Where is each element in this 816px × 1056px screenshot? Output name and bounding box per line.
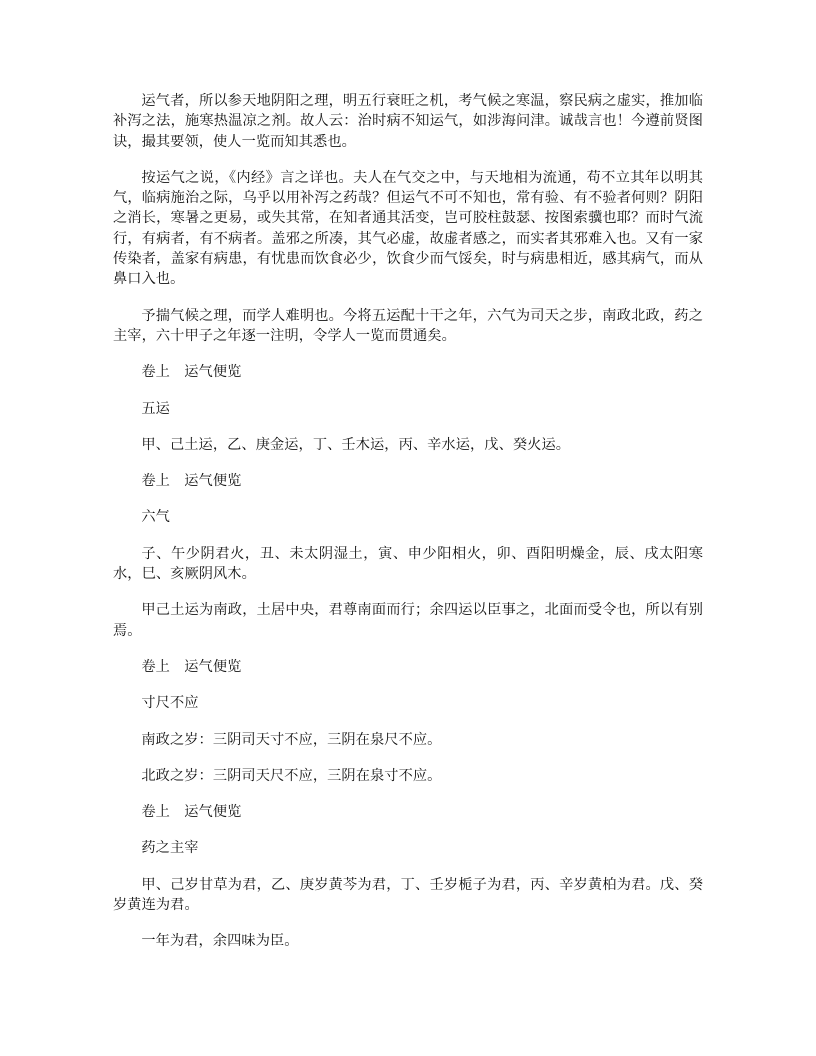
subsection-title: 六气 bbox=[141, 509, 170, 526]
subsection-title: 寸尺不应 bbox=[141, 695, 199, 712]
intro-paragraph: 运气者，所以参天地阴阳之理，明五行衰旺之机，考气候之寒温，察民病之虚实，推加临补泻之法，施寒热温凉之剂。故人云：治时病不知运气，如涉海问津。诚哉言也！今遵前贤图诀，撮其要领，使人一览而知其悉也。 bbox=[113, 93, 703, 150]
section-heading: 卷上 运气便览 bbox=[141, 658, 242, 675]
text-paragraph: 甲己土运为南政，土居中央，君尊南面而行；余四运以臣事之，北面而受令也，所以有别焉。 bbox=[113, 602, 703, 639]
purpose-paragraph: 予揣气候之理，而学人难明也。今将五运配十干之年，六气为司天之步，南政北政，药之主宰，六十甲子之年逐一注明，令学人一览而贯通矣。 bbox=[113, 307, 703, 344]
section-heading: 卷上 运气便览 bbox=[141, 804, 242, 821]
text-paragraph: 甲、己岁甘草为君，乙、庚岁黄芩为君，丁、壬岁栀子为君，丙、辛岁黄柏为君。戊、癸岁黄连为君。 bbox=[113, 876, 703, 914]
subsection-title: 药之主宰 bbox=[141, 840, 199, 857]
section-heading: 卷上 运气便览 bbox=[141, 364, 242, 381]
text-paragraph: 南政之岁：三阴司天寸不应，三阴在泉尺不应。 bbox=[141, 731, 442, 748]
text-paragraph: 子、午少阴君火，丑、未太阴湿土，寅、申少阳相火，卯、酉阳明燥金，辰、戌太阳寒水，巳、亥厥阴风木。 bbox=[113, 545, 703, 583]
text-paragraph: 甲、己土运，乙、庚金运，丁、壬木运，丙、辛水运，戊、癸火运。 bbox=[141, 436, 571, 453]
section-heading: 卷上 运气便览 bbox=[141, 473, 242, 490]
text-paragraph: 一年为君，余四味为臣。 bbox=[141, 933, 299, 950]
commentary-paragraph: 按运气之说，《内经》言之详也。夫人在气交之中，与天地相为流通，苟不立其年以明其气，临病施治之际，乌乎以用补泻之药哉？但运气不可不知也，常有验、有不验者何则？阴阳之消长，寒暑之更易，或失其常，在知者通其活变，岂可胶柱鼓瑟、按图索骥也耶？而时气流行，有病者，有不病者。盖邪之所凑，其气必虚，故虚者感之，而实者其邪难入也。又有一家传染者，盖家有病患，有忧患而饮食必少，饮食少而气馁矣，时与病患相近，感其病气，而从鼻口入也。 bbox=[113, 169, 703, 288]
text-paragraph: 北政之岁：三阴司天尺不应，三阴在泉寸不应。 bbox=[141, 767, 442, 784]
document-page bbox=[113, 91, 703, 968]
subsection-title: 五运 bbox=[141, 400, 170, 417]
